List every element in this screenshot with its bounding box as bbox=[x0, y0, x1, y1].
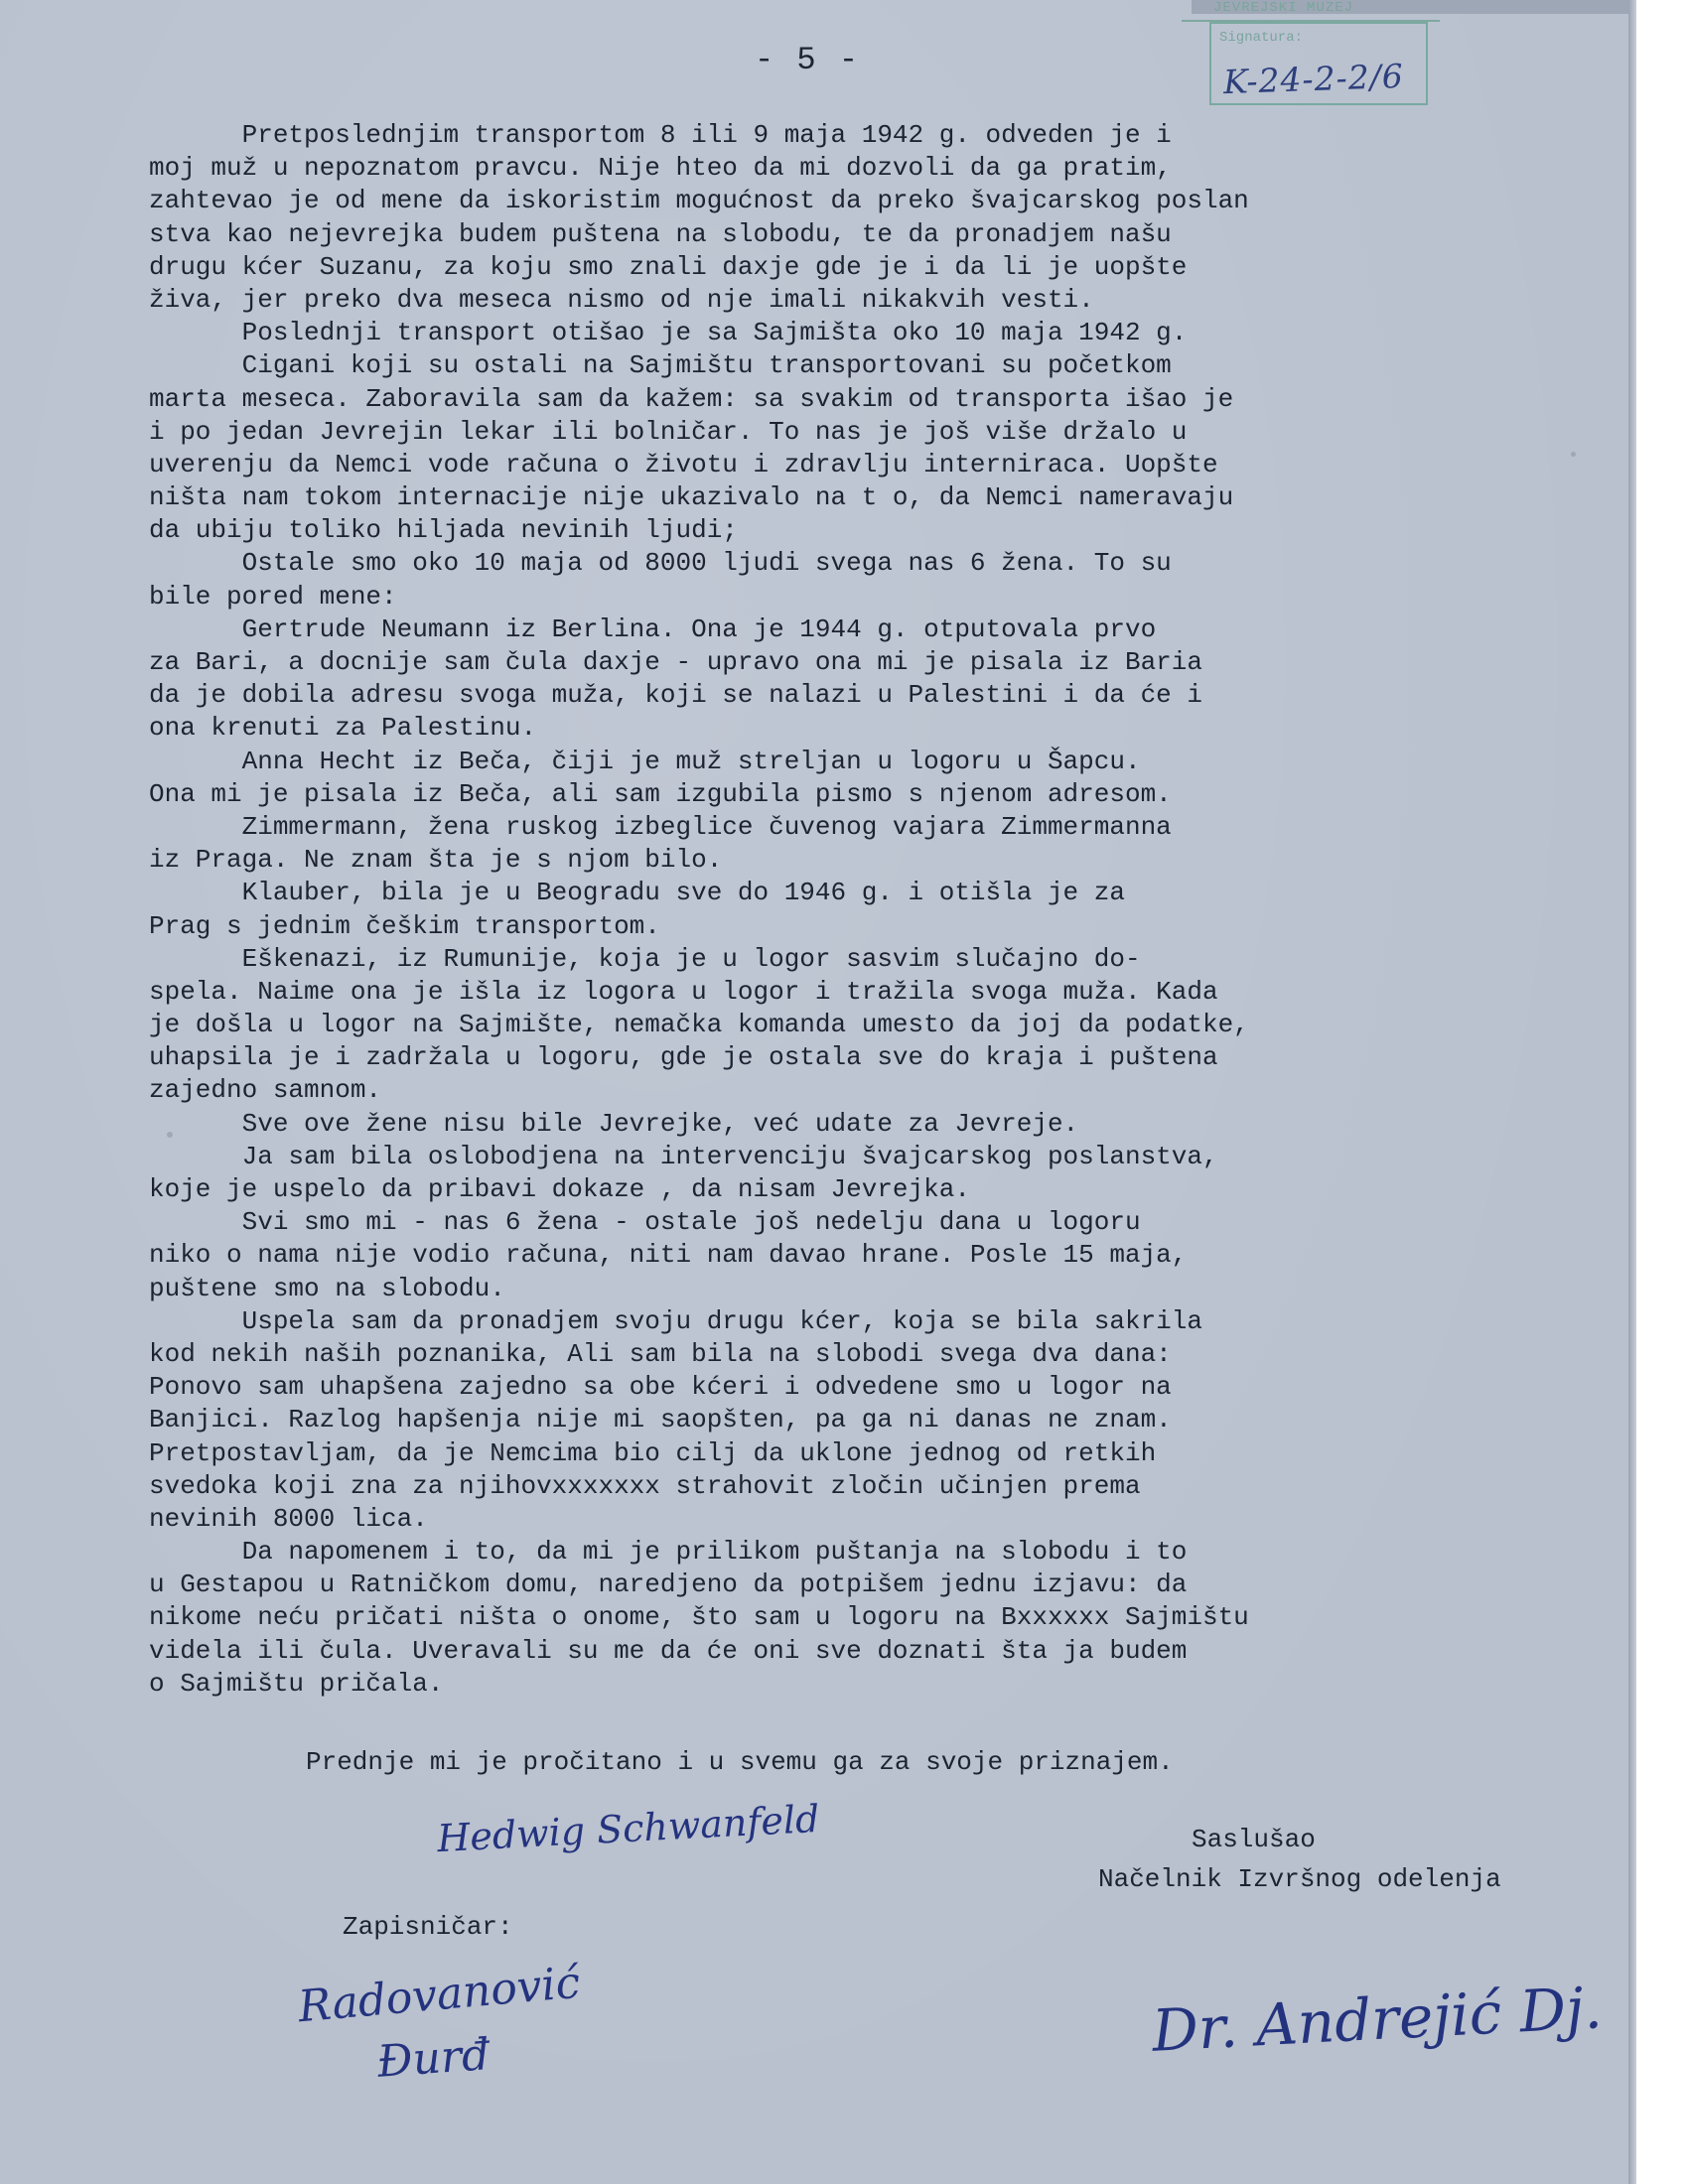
text-line: moj muž u nepoznatom pravcu. Nije hteo da mi dozvoli da ga pratim, bbox=[149, 153, 1172, 184]
text-line: Pretposlednjim transportom 8 ili 9 maja 1942 g. odveden je i bbox=[149, 120, 1172, 150]
text-line: Pretpostavljam, da je Nemcima bio cilj da uklone jednog od retkih bbox=[149, 1437, 1157, 1468]
text-line: i po jedan Jevrejin lekar ili bolničar. To nas je još više držalo u bbox=[149, 416, 1188, 447]
text-line: uhapsila je i zadržala u logoru, gde je ostala sve do kraja i puštena bbox=[149, 1042, 1218, 1073]
text-line: u Gestapou u Ratničkom domu, naredjeno da potpišem jednu izjavu: da bbox=[149, 1570, 1188, 1600]
text-line: stva kao nejevrejka budem puštena na slobodu, te da pronadjem našu bbox=[149, 218, 1172, 249]
text-line: ona krenuti za Palestinu. bbox=[149, 713, 537, 744]
text-line: nevinih 8000 lica. bbox=[149, 1503, 428, 1534]
text-line: Gertrude Neumann iz Berlina. Ona je 1944 g. otputovala prvo bbox=[149, 614, 1157, 644]
recorder-signature-second-line: Đurđ bbox=[375, 2029, 492, 2088]
saslusao-label: Saslušao bbox=[1192, 1825, 1316, 1854]
text-line: Cigani koji su ostali na Sajmištu transportovani su početkom bbox=[149, 350, 1172, 381]
text-line: Uspela sam da pronadjem svoju drugu kćer, koja se bila sakrila bbox=[149, 1305, 1202, 1336]
body-text bbox=[149, 119, 1636, 1701]
closing-statement: Prednje mi je pročitano i u svemu ga za svoje priznajem. bbox=[306, 1747, 1174, 1777]
text-line: živa, jer preko dva meseca nismo od nje imali nikakvih vesti. bbox=[149, 284, 1094, 315]
text-line: da ubiju toliko hiljada nevinih ljudi; bbox=[149, 515, 738, 546]
nacelnik-title: Načelnik Izvršnog odelenja bbox=[1098, 1864, 1501, 1894]
text-line: Banjici. Razlog hapšenja nije mi saopšten, pa ga ni danas ne znam. bbox=[149, 1405, 1172, 1435]
text-line: Poslednji transport otišao je sa Sajmišta oko 10 maja 1942 g. bbox=[149, 318, 1188, 348]
text-line: Anna Hecht iz Beča, čiji je muž streljan u logoru u Šapcu. bbox=[149, 746, 1141, 776]
text-line: zahtevao je od mene da iskoristim mogućnost da preko švajcarskog poslan bbox=[149, 186, 1249, 216]
text-line: Da napomenem i to, da mi je prilikom puštanja na slobodu i to bbox=[149, 1537, 1188, 1568]
text-line: ništa nam tokom internacije nije ukazivalo na t o, da Nemci nameravaju bbox=[149, 482, 1234, 513]
text-line: koje je uspelo da pribavi dokaze , da nisam Jevrejka. bbox=[149, 1174, 970, 1204]
ink-speck bbox=[167, 1132, 173, 1138]
text-line: bile pored mene: bbox=[149, 581, 397, 612]
text-line: da je dobila adresu svoga muža, koji se nalazi u Palestini i da će i bbox=[149, 680, 1202, 711]
text-line: Ona mi je pisala iz Beča, ali sam izgubila pismo s njenom adresom. bbox=[149, 778, 1172, 809]
text-line: videla ili čula. Uveravali su me da će oni sve doznati šta ja budem bbox=[149, 1635, 1188, 1666]
text-line: nikome neću pričati ništa o onome, što sam u logoru na Bxxxxxx Sajmištu bbox=[149, 1602, 1249, 1633]
text-line: svedoka koji zna za njihovxxxxxxx strahovit zločin učinjen prema bbox=[149, 1470, 1141, 1501]
text-line: niko o nama nije vodio računa, niti nam davao hrane. Posle 15 maja, bbox=[149, 1240, 1188, 1271]
text-line: Klauber, bila je u Beogradu sve do 1946 g. i otišla je za bbox=[149, 878, 1125, 908]
archive-stamp bbox=[1209, 22, 1428, 105]
text-line: Ponovo sam uhapšena zajedno sa obe kćeri i odvedene smo u logor na bbox=[149, 1372, 1172, 1403]
recorder-signature: Radovanović bbox=[296, 1957, 583, 2033]
text-line: o Sajmištu pričala. bbox=[149, 1668, 444, 1699]
text-line: zajedno samnom. bbox=[149, 1075, 382, 1106]
text-line: Sve ove žene nisu bile Jevrejke, već udate za Jevreje. bbox=[149, 1108, 1079, 1139]
witness-signature: Hedwig Schwanfeld bbox=[436, 1796, 821, 1861]
stamp-label: Signatura: bbox=[1219, 30, 1304, 46]
museum-stamp-text: JEVREJSKI MUZEJ bbox=[1213, 0, 1354, 16]
text-line: za Bari, a docnije sam čula daxje - upravo ona mi je pisala iz Baria bbox=[149, 647, 1202, 677]
ink-speck bbox=[1571, 452, 1576, 457]
text-line: spela. Naime ona je išla iz logora u logor i tražila svoga muža. Kada bbox=[149, 976, 1218, 1007]
text-line: drugu kćer Suzanu, za koju smo znali daxje gde je i da li je uopšte bbox=[149, 251, 1188, 282]
stamp-signature: K-24-2-2/6 bbox=[1222, 56, 1405, 102]
text-line: Svi smo mi - nas 6 žena - ostale još nedelju dana u logoru bbox=[149, 1207, 1141, 1238]
text-line: uverenju da Nemci vode računa o životu i zdravlju interniraca. Uopšte bbox=[149, 449, 1218, 479]
text-line: iz Praga. Ne znam šta je s njom bilo. bbox=[149, 845, 723, 876]
text-line: puštene smo na slobodu. bbox=[149, 1273, 505, 1303]
text-line: Eškenazi, iz Rumunije, koja je u logor sasvim slučajno do- bbox=[149, 943, 1141, 974]
zapisnicar-label: Zapisničar: bbox=[343, 1912, 513, 1942]
text-line: Zimmermann, žena ruskog izbeglice čuvenog vajara Zimmermanna bbox=[149, 811, 1172, 842]
official-signature: Dr. Andrejić Dj. bbox=[1150, 1974, 1604, 2065]
text-line: marta meseca. Zaboravila sam da kažem: sa svakim od transporta išao je bbox=[149, 383, 1234, 414]
text-line: je došla u logor na Sajmište, nemačka komanda umesto da joj da podatke, bbox=[149, 1010, 1249, 1040]
page-number: - 5 - bbox=[755, 42, 861, 78]
text-line: Ostale smo oko 10 maja od 8000 ljudi svega nas 6 žena. To su bbox=[149, 548, 1172, 579]
text-line: kod nekih naših poznanika, Ali sam bila na slobodi svega dva dana: bbox=[149, 1338, 1172, 1369]
text-line: Ja sam bila oslobodjena na intervenciju švajcarskog poslanstva, bbox=[149, 1141, 1218, 1171]
text-line: Prag s jednim češkim transportom. bbox=[149, 910, 660, 941]
